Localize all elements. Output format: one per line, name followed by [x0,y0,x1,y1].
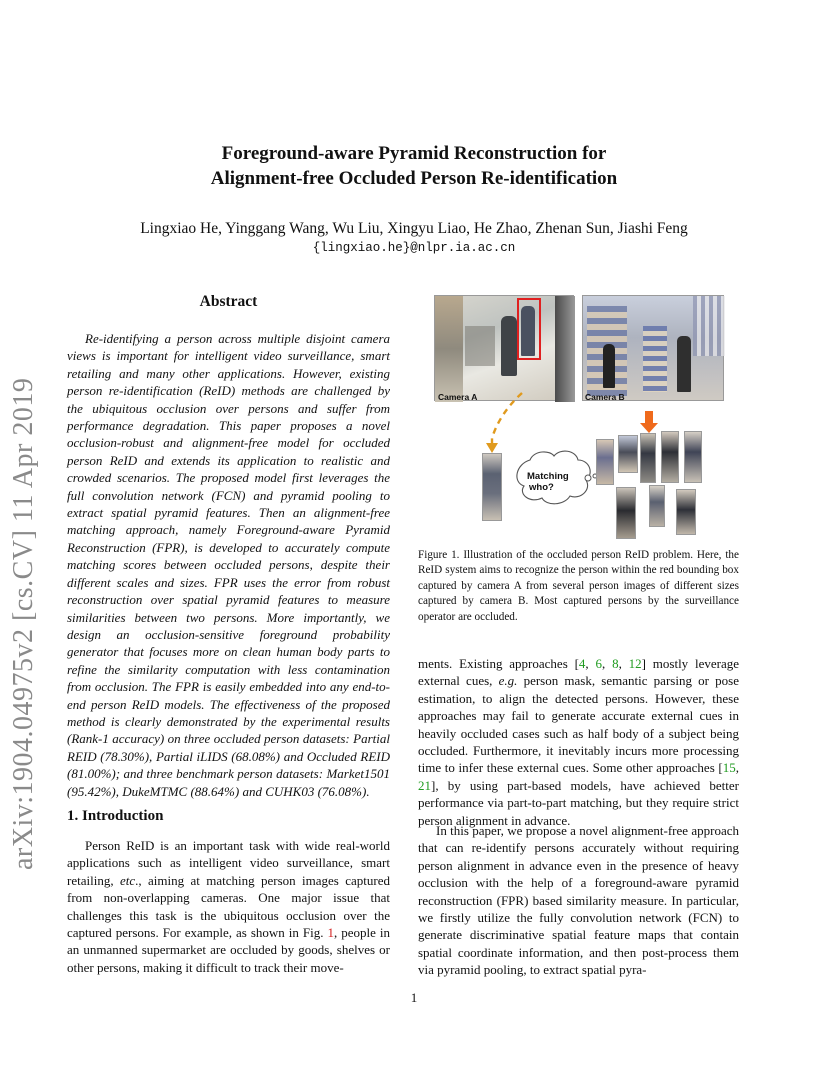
arxiv-stamp: arXiv:1904.04975v2 [cs.CV] 11 Apr 2019 [8,377,39,870]
query-person-crop [482,453,502,521]
right-paragraph-2: In this paper, we propose a novel alignment-free approach that can re-identify persons accurately without requiring person alignment in advance even in the presence of heavy occlusion with the help of a foreground-aware pyramid reconstruction (FPR) based similarity measure. In particular, we firstly utilize the fully convolution network (FCN) to generate discriminative spatial feature maps that contain spatial coordinate information, and then post-process them via pyramid pooling, to extract spatial pyra- [418,823,739,978]
citation-6[interactable]: 6 [595,656,602,671]
right-text-b: ] mostly leverage external cues, [418,656,740,689]
introduction-heading: 1. Introduction [67,808,164,824]
paper-title [0,141,828,191]
gallery-crop-7 [649,485,665,527]
page-number: 1 [410,990,418,1005]
right-eg: e.g. [498,673,518,689]
gallery-crop-6 [616,487,636,539]
intro-text-a: Person ReID is an important task with wide real-world applications such as intelligent video surveillance, smart retailing, [67,838,390,888]
figure-1-link[interactable]: 1 [327,925,334,941]
bubble-line-2: who? [529,482,554,493]
gallery-crop-8 [676,489,696,535]
gallery-crop-3 [640,433,656,483]
bubble-line-1: Matching [527,471,569,482]
intro-text-b: ., aiming at matching person images captured from non-overlapping cameras. One major issue that challenges this task is the ubiquitous occlusion over the captured persons. For example, as shown in Fig. [67,872,390,941]
intro-text-c: , people in an unmanned supermarket are occluded by goods, shelves or other persons, making it difficult to track their move- [67,925,391,975]
camera-a-label: Camera A [438,392,478,402]
figure-1 [430,293,730,543]
author-email: {lingxiao.he}@nlpr.ia.ac.cn [312,241,516,255]
abstract-heading: Abstract [199,293,258,310]
citation-12[interactable]: 12 [628,656,642,671]
orange-arrow-head [640,423,658,433]
dashed-arrow-head [486,443,498,453]
right-text-c: person mask, semantic parsing or pose estimation, to align the detected persons. However, these approaches may fail to generate accurate external cues in heavily occluded cases such as half body of a subject being occluded. Furthermore, it inevitably incurs more processing time to infer these external cues. Some other approaches [ [418,673,739,776]
gallery-crop-1 [596,439,614,485]
right-text-d: ], by using part-based models, have achieved better performance via part-to-part matching, but they require strict person alignment in advance. [418,777,739,828]
gallery-crop-4 [661,431,679,483]
orange-arrow-shaft [645,411,653,423]
introduction-paragraph [67,837,390,976]
citation-21[interactable]: 21 [418,777,431,793]
citation-4[interactable]: 4 [578,656,586,671]
intro-etc: etc [119,872,136,888]
gallery-crop-2 [618,435,638,473]
author-list: Lingxiao He, Yinggang Wang, Wu Liu, Xingyu Liao, He Zhao, Zhenan Sun, Jiashi Feng [140,220,688,237]
bubble-text [527,471,569,493]
right-text-a: ments. Existing approaches [ [418,656,579,671]
bubble-dot-1 [585,475,591,481]
title-line-1: Foreground-aware Pyramid Reconstruction for [221,143,607,164]
title-line-2: Alignment-free Occluded Person Re-identification [210,168,618,189]
gallery-crop-5 [684,431,702,483]
dashed-path-arrow [492,393,522,445]
citation-8[interactable]: 8 [612,656,619,671]
figure-1-caption: Figure 1. Illustration of the occluded person ReID problem. Here, the ReID system aims to recognize the person within the red bounding box captured by camera A from several person images of different sizes captured by camera B. Most captured persons by the surveillance operator are occluded. [418,549,739,623]
citation-15[interactable]: 15 [722,760,736,776]
abstract-text: Re-identifying a person across multiple disjoint camera views is important for intelligent video surveillance, smart retailing and many other applications. However, existing person re-identification (ReID) methods are challenged by the ubiquitous occlusion over persons and suffer from performance degradation. This paper proposes a novel occlusion-robust and alignment-free model for occluded person ReID and extends its application to realistic and crowded scenarios. The proposed model first leverages the full convolution network (FCN) and pyramid pooling to extract spatial pyramid features. Then an alignment-free matching approach, namely Foreground-aware Pyramid Reconstruction (FPR), is developed to accurately compute matching scores between occluded persons, despite their different scales and sizes. FPR uses the error from robust reconstruction over spatial pyramid features to measure similarities between two persons. More importantly, we design an occlusion-sensitive foreground probability generator that focuses more on clean human body parts to refine the similarity computation with less contamination from occlusion. The FPR is easily embedded into any end-to-end person ReID models. The effectiveness of the proposed method is clearly demonstrated by the experimental results (Rank-1 accuracy) on three occluded person datasets: Partial REID (78.30%), Partial iLIDS (68.08%) and Occluded REID (81.00%); and three benchmark person datasets: Market1501 (95.42%), DukeMTMC (88.64%) and CUHK03 (76.08%). [67,331,390,799]
camera-b-label: Camera B [585,392,625,402]
right-paragraph-1: ments. Existing approaches [4, 6, 8, 12] mostly leverage external cues, e.g. person mask, semantic parsing or pose estimation, to align the detected persons. However, these approaches may fail to generate accurate external cues in heavily occluded cases such as half body of a subject being occluded. Furthermore, it inevitably incurs more processing time to infer these external cues. Some other approaches [15, 21], by using part-based models, have achieved better performance via part-to-part matching, but they require strict person alignment in advance. [418,656,740,828]
